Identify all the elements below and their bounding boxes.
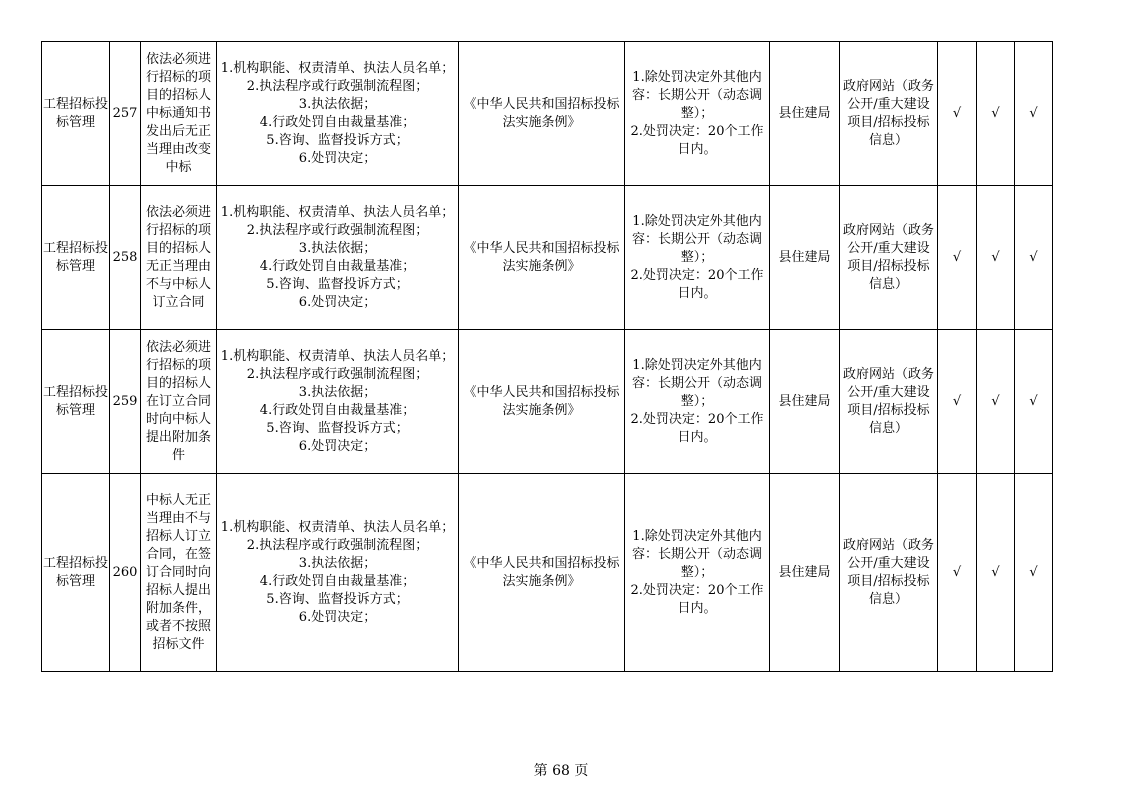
check-mark-cell: √ (938, 186, 977, 330)
check-mark-cell: √ (977, 42, 1015, 186)
check-mark-cell: √ (977, 330, 1015, 474)
legal-basis-cell: 《中华人民共和国招标投标法实施条例》 (459, 330, 625, 474)
time-line: 2.处罚决定：20个工作日内。 (630, 582, 764, 616)
content-line: 4.行政处罚自由裁量基准； (259, 573, 416, 589)
content-line: 2.执法程序或行政强制流程图； (246, 366, 429, 382)
content-line: 1.机构职能、权责清单、执法人员名单； (220, 60, 455, 76)
content-line: 4.行政处罚自由裁量基准； (259, 114, 416, 130)
channel-cell: 政府网站（政务公开/重大建设项目/招标投标信息） (840, 42, 938, 186)
channel-cell: 政府网站（政务公开/重大建设项目/招标投标信息） (840, 474, 938, 672)
category-cell: 工程招标投标管理 (42, 330, 110, 474)
time-line: 2.处罚决定：20个工作日内。 (630, 123, 764, 157)
channel-cell: 政府网站（政务公开/重大建设项目/招标投标信息） (840, 186, 938, 330)
item-number-cell: 259 (110, 330, 141, 474)
disclosure-time-cell (625, 330, 770, 474)
item-name-cell: 依法必须进行招标的项目的招标人中标通知书发出后无正当理由改变中标 (141, 42, 217, 186)
content-line: 3.执法依据； (298, 384, 377, 400)
time-line: 1.除处罚决定外其他内容：长期公开（动态调整）； (631, 528, 762, 580)
department-cell: 县住建局 (770, 474, 840, 672)
disclosure-time-cell (625, 186, 770, 330)
content-line: 5.咨询、监督投诉方式； (266, 132, 409, 148)
content-line: 3.执法依据； (298, 240, 377, 256)
time-line: 2.处罚决定：20个工作日内。 (630, 411, 764, 445)
time-line: 2.处罚决定：20个工作日内。 (630, 267, 764, 301)
content-line: 6.处罚决定； (298, 294, 377, 310)
item-number-cell: 257 (110, 42, 141, 186)
page-number: 第 68 页 (533, 763, 589, 779)
disclosure-content-cell (217, 42, 459, 186)
category-cell: 工程招标投标管理 (42, 186, 110, 330)
table-row (42, 42, 1053, 186)
disclosure-content-cell (217, 330, 459, 474)
disclosure-time-cell (625, 42, 770, 186)
content-line: 2.执法程序或行政强制流程图； (246, 537, 429, 553)
department-cell: 县住建局 (770, 186, 840, 330)
check-mark-cell: √ (977, 186, 1015, 330)
check-mark-cell: √ (977, 474, 1015, 672)
content-line: 2.执法程序或行政强制流程图； (246, 222, 429, 238)
table-row (42, 186, 1053, 330)
content-line: 4.行政处罚自由裁量基准； (259, 402, 416, 418)
content-line: 1.机构职能、权责清单、执法人员名单； (220, 348, 455, 364)
table-row (42, 474, 1053, 672)
check-mark-cell: √ (1015, 42, 1053, 186)
content-line: 6.处罚决定； (298, 609, 377, 625)
content-line: 2.执法程序或行政强制流程图； (246, 78, 429, 94)
content-line: 3.执法依据； (298, 555, 377, 571)
check-mark-cell: √ (938, 42, 977, 186)
department-cell: 县住建局 (770, 330, 840, 474)
content-line: 5.咨询、监督投诉方式； (266, 591, 409, 607)
check-mark-cell: √ (1015, 186, 1053, 330)
time-line: 1.除处罚决定外其他内容：长期公开（动态调整）； (631, 213, 762, 265)
disclosure-content-cell (217, 474, 459, 672)
item-number-cell: 258 (110, 186, 141, 330)
check-mark-cell: √ (938, 474, 977, 672)
time-line: 1.除处罚决定外其他内容：长期公开（动态调整）； (631, 357, 762, 409)
check-mark-cell: √ (938, 330, 977, 474)
table-body (42, 42, 1053, 672)
content-line: 5.咨询、监督投诉方式； (266, 276, 409, 292)
legal-basis-cell: 《中华人民共和国招标投标法实施条例》 (459, 42, 625, 186)
category-cell: 工程招标投标管理 (42, 474, 110, 672)
disclosure-content-cell (217, 186, 459, 330)
content-line: 1.机构职能、权责清单、执法人员名单； (220, 204, 455, 220)
check-mark-cell: √ (1015, 330, 1053, 474)
content-line: 6.处罚决定； (298, 150, 377, 166)
time-line: 1.除处罚决定外其他内容：长期公开（动态调整）； (631, 69, 762, 121)
content-line: 3.执法依据； (298, 96, 377, 112)
disclosure-time-cell (625, 474, 770, 672)
content-line: 4.行政处罚自由裁量基准； (259, 258, 416, 274)
item-number-cell: 260 (110, 474, 141, 672)
table-row (42, 330, 1053, 474)
item-name-cell: 依法必须进行招标的项目的招标人无正当理由不与中标人订立合同 (141, 186, 217, 330)
legal-basis-cell: 《中华人民共和国招标投标法实施条例》 (459, 186, 625, 330)
channel-cell: 政府网站（政务公开/重大建设项目/招标投标信息） (840, 330, 938, 474)
category-cell: 工程招标投标管理 (42, 42, 110, 186)
item-name-cell: 中标人无正当理由不与招标人订立合同，在签订合同时向招标人提出附加条件，或者不按照招标文件 (141, 474, 217, 672)
department-cell: 县住建局 (770, 42, 840, 186)
content-line: 5.咨询、监督投诉方式； (266, 420, 409, 436)
content-line: 1.机构职能、权责清单、执法人员名单； (220, 519, 455, 535)
item-name-cell: 依法必须进行招标的项目的招标人在订立合同时向中标人提出附加条件 (141, 330, 217, 474)
legal-basis-cell: 《中华人民共和国招标投标法实施条例》 (459, 474, 625, 672)
content-line: 6.处罚决定； (298, 438, 377, 454)
disclosure-table (41, 41, 1053, 672)
check-mark-cell: √ (1015, 474, 1053, 672)
